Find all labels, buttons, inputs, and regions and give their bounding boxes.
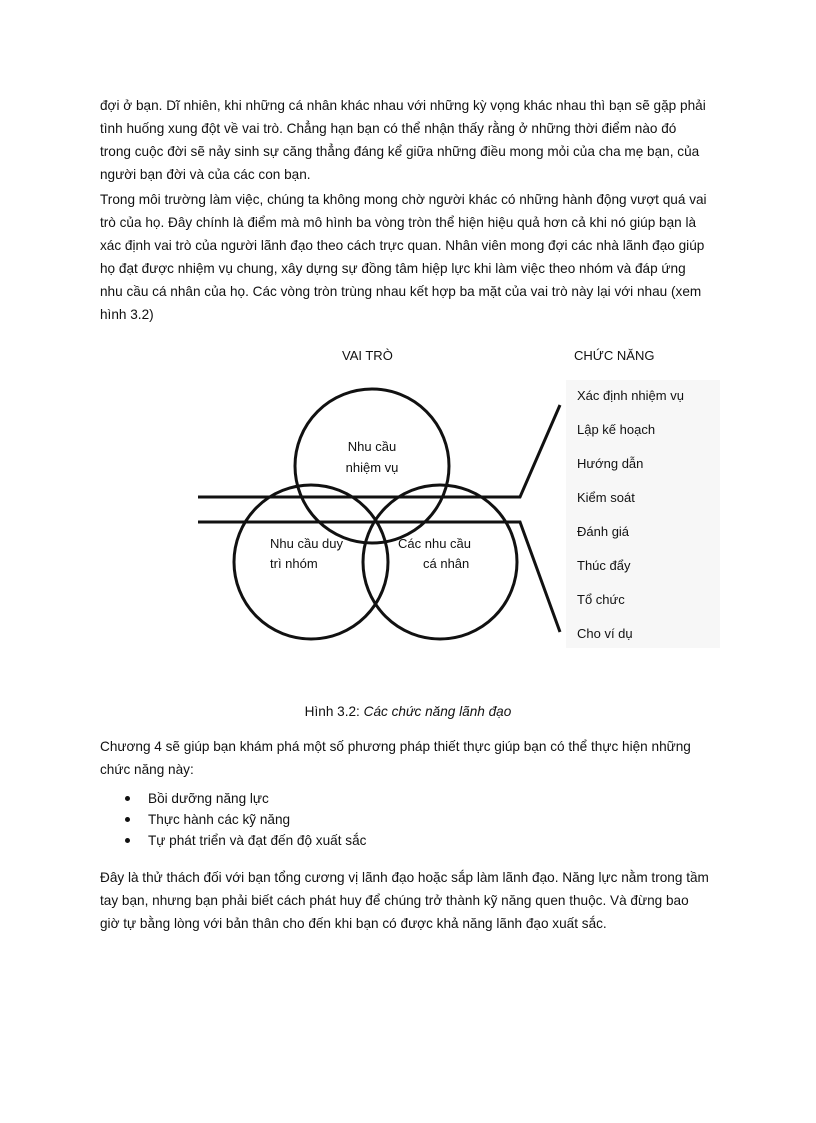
list-item-text: Bồi dưỡng năng lực bbox=[148, 791, 269, 806]
function-item: Xác định nhiệm vụ bbox=[577, 388, 684, 403]
function-item: Cho ví dụ bbox=[577, 626, 633, 641]
task-need-label-line2: nhiệm vụ bbox=[345, 460, 399, 475]
text-line: xác định vai trò của người lãnh đạo theo cách trực quan. Nhân viên mong đợi các nhà lãnh đạo giúp bbox=[100, 238, 705, 253]
paragraph-chapter4 bbox=[100, 735, 720, 781]
list-item-text: Thực hành các kỹ năng bbox=[148, 812, 291, 827]
text-line: họ đạt được nhiệm vụ chung, xây dựng sự đồng tâm hiệp lực khi làm việc theo nhóm và đáp ứng bbox=[100, 261, 686, 276]
bullet-icon bbox=[125, 796, 130, 801]
text-line: trò của họ. Đây chính là điểm mà mô hình ba vòng tròn thể hiện hiệu quả hơn cả khi nó giúp bạn là bbox=[100, 215, 697, 230]
text-line: giờ tự bằng lòng với bản thân cho đến khi bạn có được khả năng lãnh đạo xuất sắc. bbox=[100, 916, 607, 931]
function-item: Hướng dẫn bbox=[577, 456, 644, 471]
text-line: Chương 4 sẽ giúp bạn khám phá một số phương pháp thiết thực giúp bạn có thể thực hiện những bbox=[100, 739, 691, 754]
list-item bbox=[100, 809, 700, 830]
list-item-text: Tự phát triển và đạt đến độ xuất sắc bbox=[148, 833, 367, 848]
functions-heading: CHỨC NĂNG bbox=[574, 348, 655, 363]
text-line: người bạn đời và của các con bạn. bbox=[100, 167, 311, 182]
function-item: Đánh giá bbox=[577, 524, 630, 539]
caption-title: Các chức năng lãnh đạo bbox=[363, 704, 512, 719]
text-line: trong cuộc đời sẽ nảy sinh sự căng thẳng đáng kể giữa những điều mong mỏi của cha mẹ bạn, của bbox=[100, 144, 700, 159]
bullet-icon bbox=[125, 817, 130, 822]
paragraph-challenge bbox=[100, 866, 720, 935]
text-line: tay bạn, nhưng bạn phải biết cách phát huy để chúng trở thành kỹ năng quen thuộc. Và đừng bao bbox=[100, 893, 689, 908]
text-line: tình huống xung đột về vai trò. Chẳng hạn bạn có thể nhận thấy rằng ở những thời điểm nào đó bbox=[100, 121, 677, 136]
text-line: Trong môi trường làm việc, chúng ta không mong chờ người khác có những hành động vượt quá vai bbox=[100, 192, 707, 207]
text-line: chức năng này: bbox=[100, 762, 194, 777]
text-line: nhu cầu cá nhân của họ. Các vòng tròn trùng nhau kết hợp ba mặt của vai trò này lại với nhau (xem bbox=[100, 284, 702, 299]
function-item: Tổ chức bbox=[577, 592, 625, 607]
bullet-list bbox=[100, 788, 700, 851]
caption-prefix: Hình 3.2: bbox=[304, 704, 364, 719]
roles-heading: VAI TRÒ bbox=[342, 348, 393, 363]
bullet-icon bbox=[125, 838, 130, 843]
function-item: Kiểm soát bbox=[577, 490, 635, 505]
figure-caption bbox=[0, 702, 816, 722]
individual-need-label-line1: Các nhu cầu bbox=[398, 536, 471, 551]
text-line: đợi ở bạn. Dĩ nhiên, khi những cá nhân khác nhau với những kỳ vọng khác nhau thì bạn sẽ gặp phải bbox=[100, 98, 706, 113]
team-need-label-line2: trì nhóm bbox=[270, 556, 318, 571]
task-need-label-line1: Nhu cầu bbox=[347, 439, 397, 454]
functions-panel bbox=[566, 380, 720, 648]
individual-need-label-line2: cá nhân bbox=[423, 556, 470, 571]
text-line: Đây là thử thách đối với bạn tổng cương vị lãnh đạo hoặc sắp làm lãnh đạo. Năng lực nằm trong tầm bbox=[100, 870, 709, 885]
function-item: Lập kế hoạch bbox=[577, 422, 656, 437]
paragraph-workplace bbox=[100, 188, 720, 326]
list-item bbox=[100, 788, 700, 809]
team-need-label-line1: Nhu cầu duy bbox=[270, 536, 343, 551]
three-circles-diagram bbox=[0, 330, 816, 700]
function-item: Thúc đẩy bbox=[577, 558, 631, 573]
lower-connector-line bbox=[198, 522, 560, 632]
text-line: hình 3.2) bbox=[100, 307, 154, 322]
paragraph-role-conflict bbox=[100, 94, 720, 186]
list-item bbox=[100, 830, 700, 851]
